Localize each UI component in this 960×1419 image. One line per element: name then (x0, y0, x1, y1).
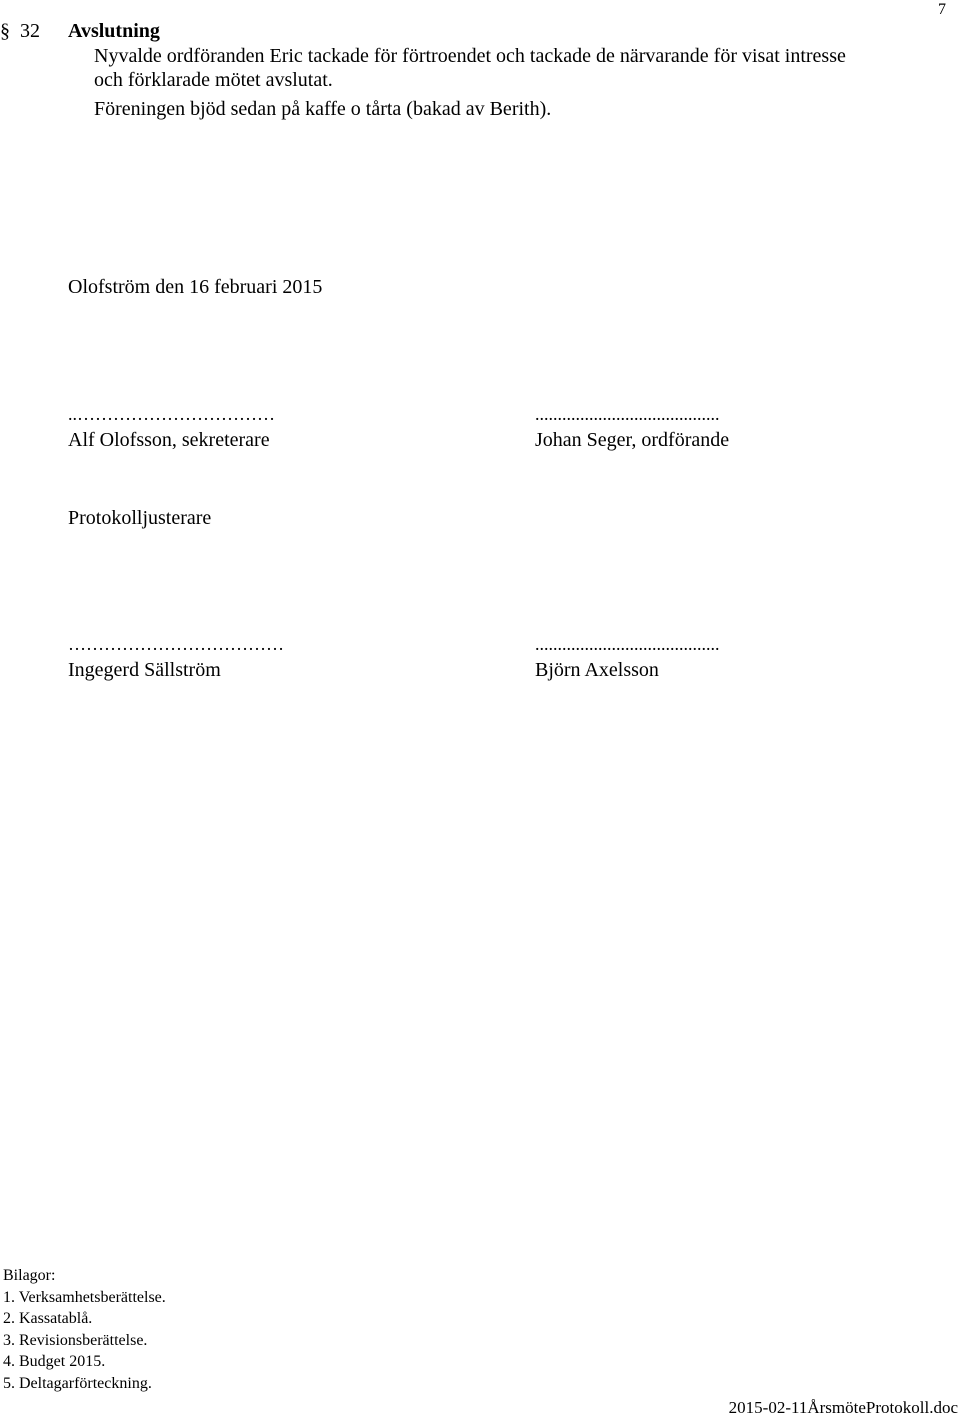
signature-name-adjuster-2: Björn Axelsson (535, 659, 659, 681)
signature-line-adjuster-1: ……………………………… (68, 634, 284, 654)
attachment-item: 2. Kassatablå. (3, 1310, 93, 1328)
attachments-label: Bilagor: (3, 1267, 56, 1284)
attachment-item: 1. Verksamhetsberättelse. (3, 1288, 166, 1306)
signature-line-adjuster-2: ......................................... (535, 634, 720, 654)
page-number: 7 (938, 1, 946, 18)
adjusters-label: Protokolljusterare (68, 507, 212, 529)
signature-name-chairman: Johan Seger, ordförande (535, 429, 730, 451)
section-sign: § (0, 20, 10, 42)
section-title: Avslutning (68, 20, 160, 42)
section-number: 32 (20, 20, 40, 42)
place-and-date: Olofström den 16 februari 2015 (68, 276, 323, 298)
attachment-item: 3. Revisionsberättelse. (3, 1331, 148, 1349)
attachments-list (3, 1265, 166, 1395)
footer-filename: 2015-02-11ÅrsmöteProtokoll.doc (728, 1398, 958, 1417)
attachment-item: 4. Budget 2015. (3, 1353, 106, 1371)
signature-name-secretary: Alf Olofsson, sekreterare (68, 429, 270, 451)
attachment-item: 5. Deltagarförteckning. (3, 1374, 152, 1392)
signature-name-adjuster-1: Ingegerd Sällström (68, 659, 221, 681)
signature-line-chairman: ......................................... (535, 404, 720, 424)
section-paragraph-line-2: och förklarade mötet avslutat. (94, 69, 333, 91)
section-paragraph-line-3: Föreningen bjöd sedan på kaffe o tårta (bakad av Berith). (94, 98, 552, 120)
signature-line-secretary: ..…………………………… (68, 404, 275, 424)
section-paragraph-line-1: Nyvalde ordföranden Eric tackade för förtroendet och tackade de närvarande för visat intresse (94, 45, 846, 67)
